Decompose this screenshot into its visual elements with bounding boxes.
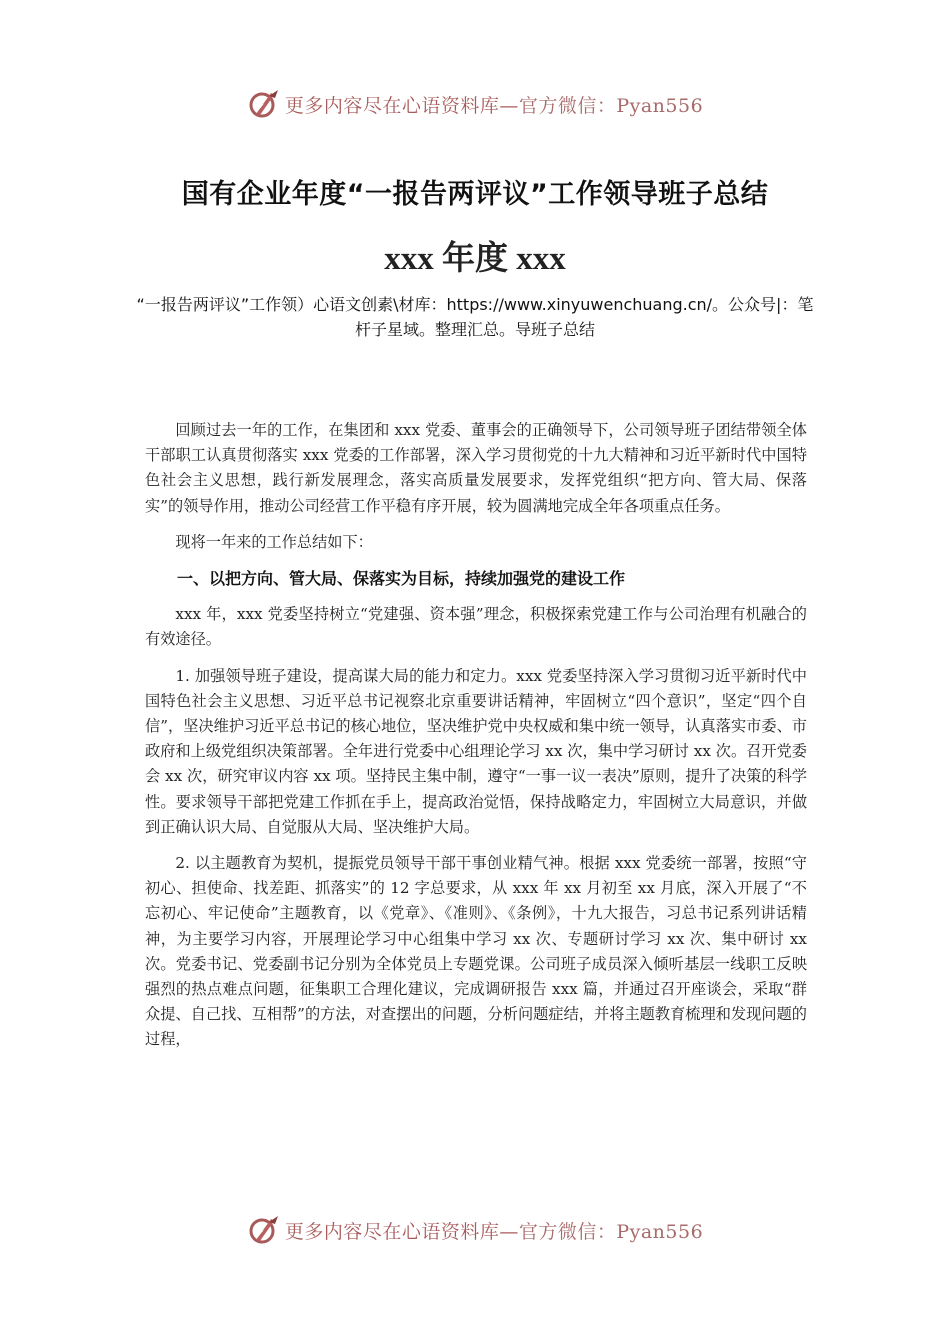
item-1-paragraph: 1. 加强领导班子建设，提高谋大局的能力和定力。xxx 党委坚持深入学习贯彻习近平新时代中国特色社会主义思想、习近平总书记视察北京重要讲话精神，牢固树立“四个意识”，坚定“四个自信”，坚决维护习近平总书记的核心地位，坚决维护党中央权威和集中统一领导，认真落实市委、市政府和上级党组织决策部署。全年进行党委中心组理论学习 xx 次，集中学习研讨 xx 次。召开党委会 xx 次，研究审议内容 xx 项。坚持民主集中制，遵守“一事一议一表决”原则，提升了决策的科学性。要求领导干部把党建工作抓在手上，提高政治觉悟，保持战略定力，牢固树立大局意识，并做到正确认识大局、自觉服从大局、坚决维护大局。 <box>145 666 807 836</box>
banner-wechat-text: 官方微信：Pyan556 <box>518 1220 704 1243</box>
item-2-paragraph: 2. 以主题教育为契机，提振党员领导干部干事创业精气神。根据 xxx 党委统一部署，按照“守初心、担使命、找差距、抓落实”的 12 字总要求，从 xxx 年 xx 月初至 xx 月底，深入开展了“不忘初心、牢记使命”主题教育，以《党章》、《准则》、《条例》，十九大报告，习总书记系列讲话精神，为主要学习内容，开展理论学习中心组集中学习 xx 次、专题研讨学习 xx 次、集中研讨 xx 次。党委书记、党委副书记分别为全体党员上专题党课。公司班子成员深入倾听基层一线职工反映强烈的热点难点问题，征集职工合理化建议，完成调研报告 xxx 篇，并通过召开座谈会，采取“群众提、自己找、互相帮”的方法，对查摆出的问题，分析问题症结，并将主题教育梳理和发现问题的过程， <box>145 854 807 1049</box>
document-body <box>145 418 807 1064</box>
summary-lead-paragraph: 现将一年来的工作总结如下： <box>175 532 373 551</box>
document-subtitle: xxx 年度 xxx <box>384 241 566 277</box>
banner-main-text: 更多内容尽在心语资料库 <box>284 1220 500 1243</box>
banner-dash: — <box>499 1220 519 1243</box>
section-intro-paragraph: xxx 年，xxx 党委坚持树立“党建强、资本强”理念，积极探索党建工作与公司治理有机融合的有效途径。 <box>145 605 807 649</box>
banner-wechat-text: 官方微信：Pyan556 <box>518 94 704 117</box>
section-heading: 一、以把方向、管大局、保落实为目标，持续加强党的建设工作 <box>177 569 626 589</box>
document-title: 国有企业年度“一报告两评议”工作领导班子总结 <box>181 179 769 210</box>
footer-banner <box>0 1210 950 1250</box>
quill-logo-icon <box>247 1213 281 1247</box>
quill-logo-icon <box>247 87 281 121</box>
source-line: “一报告两评议”工作领）心语文创素\材库：https://www.xinyuwenchuang.cn/。公众号|：笔杆子星域。整理汇总。导班子总结 <box>136 295 814 339</box>
header-banner <box>0 84 950 124</box>
banner-dash: — <box>499 94 519 117</box>
intro-paragraph: 回顾过去一年的工作，在集团和 xxx 党委、董事会的正确领导下，公司领导班子团结带领全体干部职工认真贯彻落实 xxx 党委的工作部署，深入学习贯彻党的十九大精神和习近平新时代中国特色社会主义思想，践行新发展理念，落实高质量发展要求，发挥党组织“把方向、管大局、保落实”的领导作用，推动公司经营工作平稳有序开展，较为圆满地完成全年各项重点任务。 <box>145 421 807 515</box>
banner-main-text: 更多内容尽在心语资料库 <box>284 94 500 117</box>
